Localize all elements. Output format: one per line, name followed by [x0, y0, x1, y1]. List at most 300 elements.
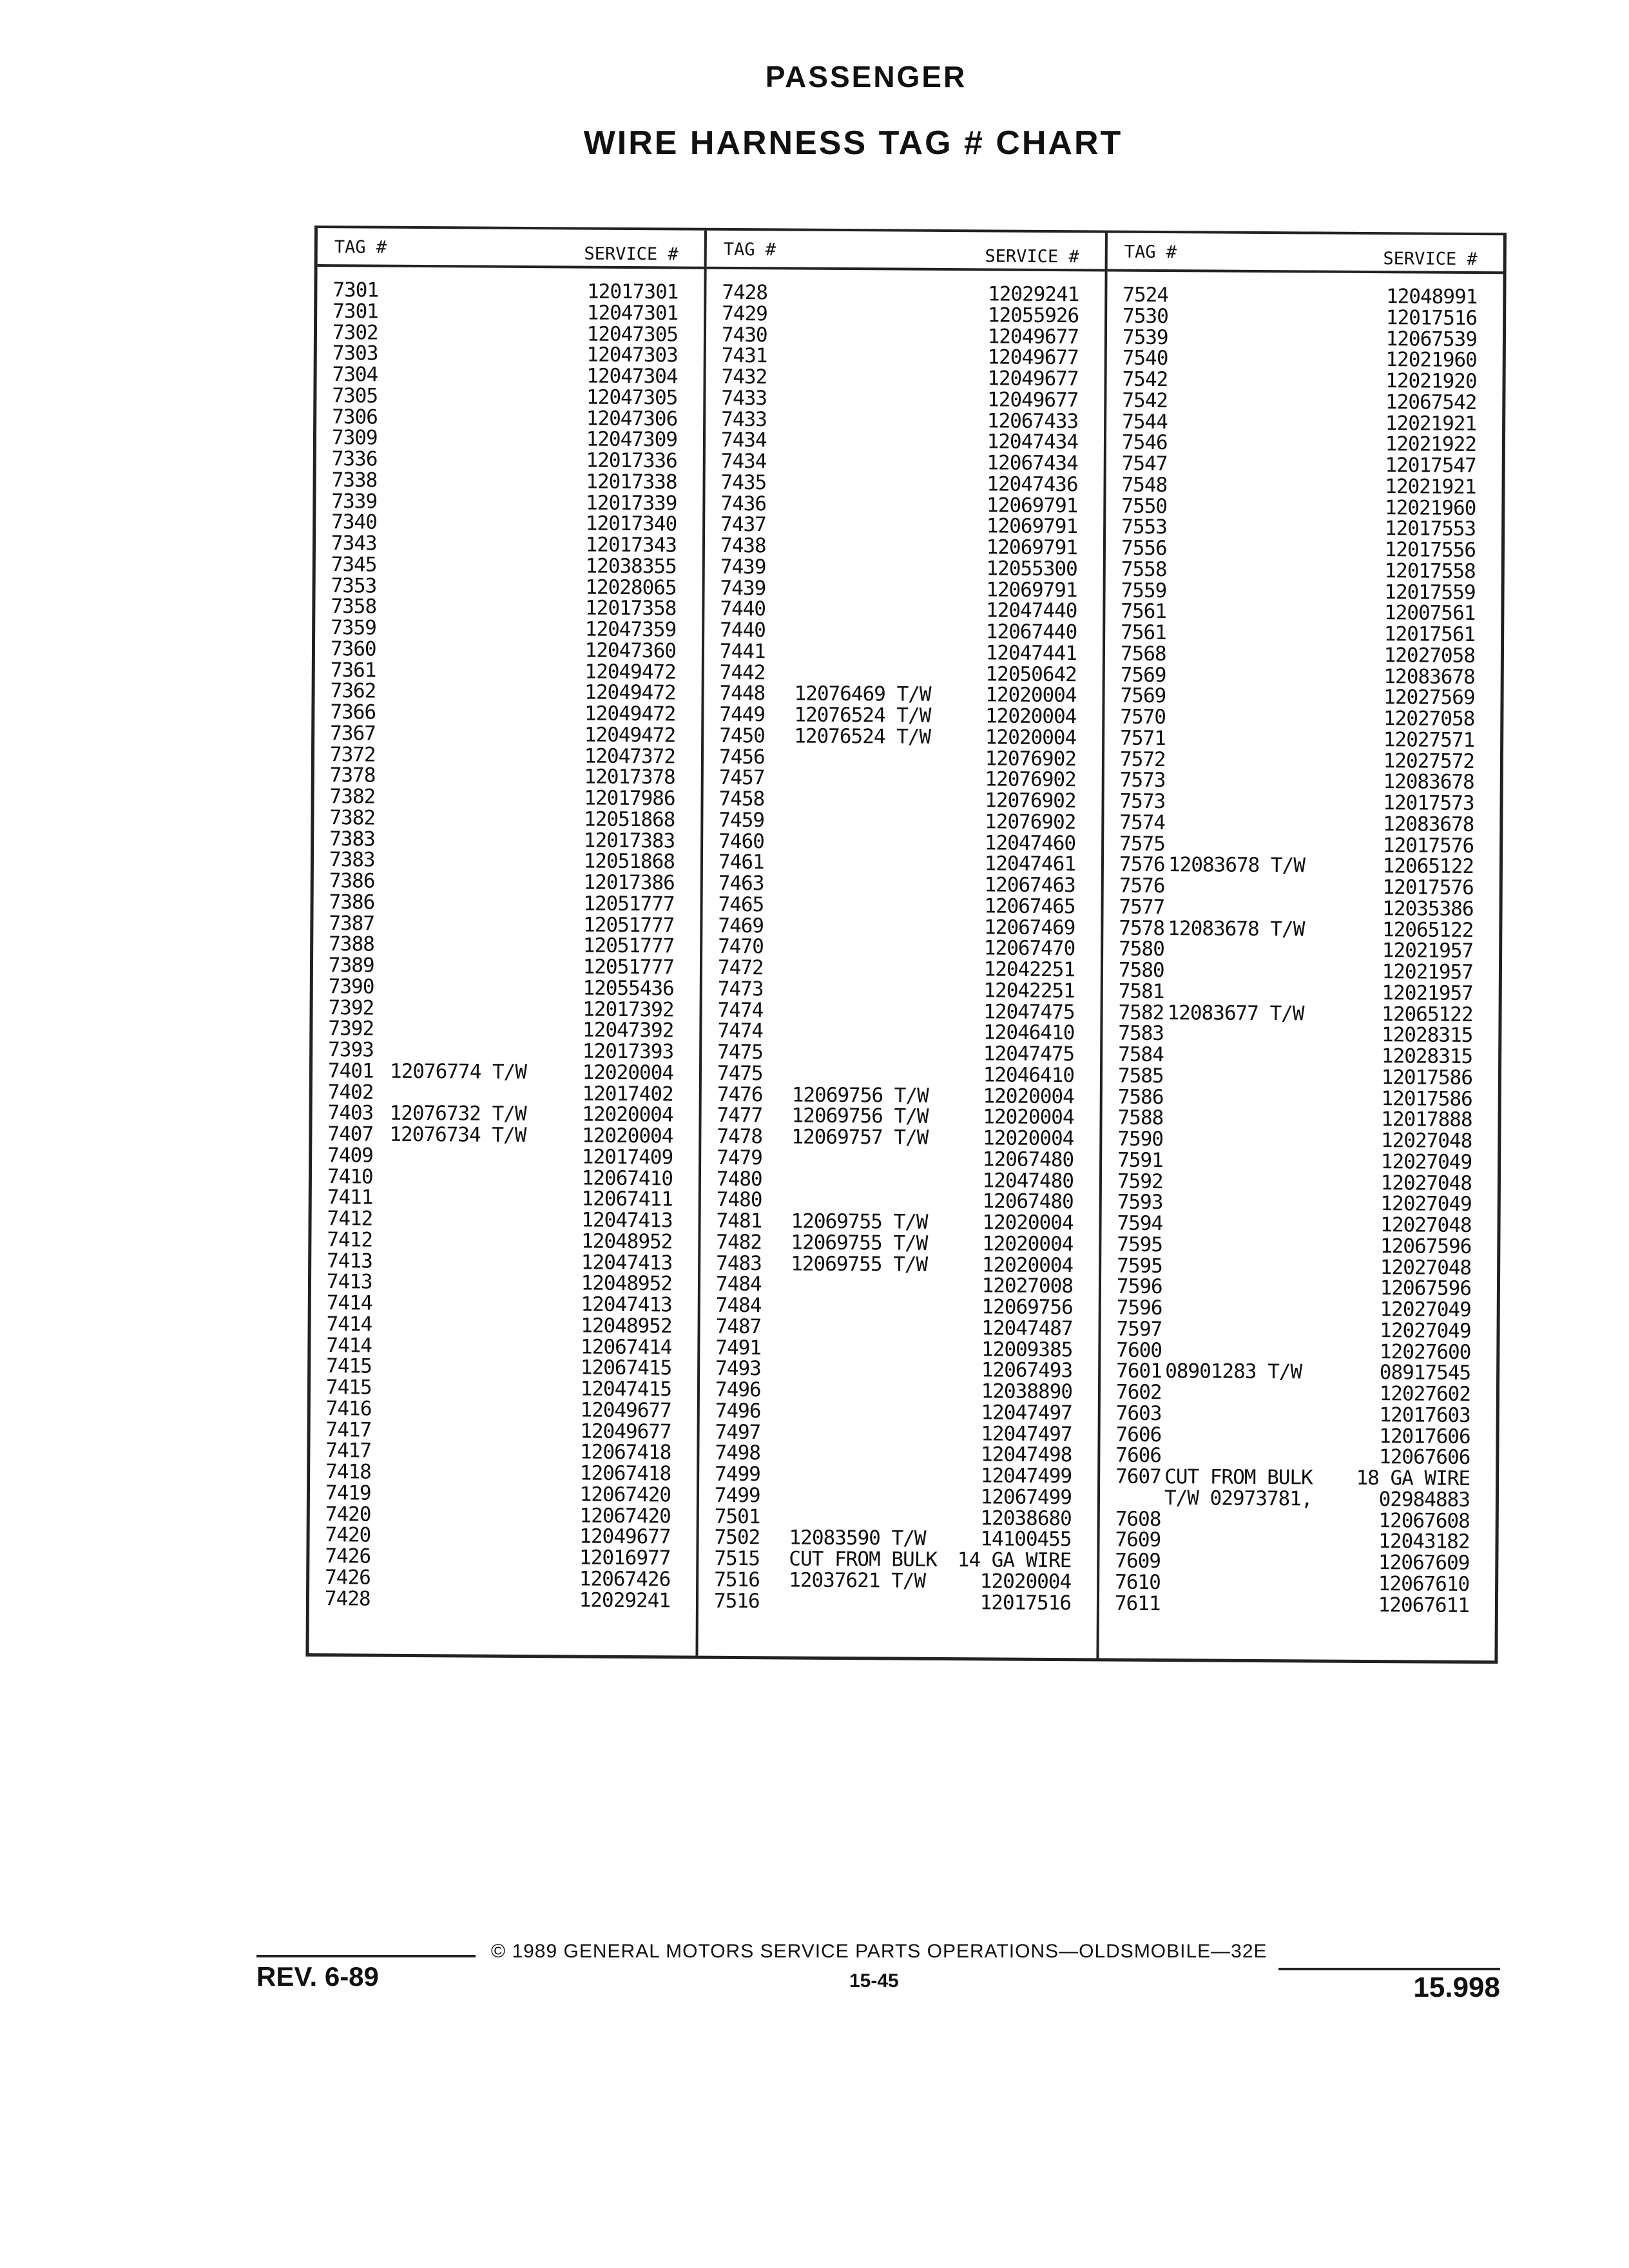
tag-cell: 7413	[326, 1270, 372, 1294]
tag-cell: 7402	[327, 1080, 374, 1104]
tag-cell: 7597	[1116, 1317, 1162, 1341]
service-cell: 12067414	[580, 1335, 672, 1359]
service-cell: 12047487	[981, 1316, 1073, 1340]
tag-cell: 7393	[328, 1038, 374, 1062]
tag-cell: 7420	[325, 1523, 371, 1547]
tag-cell: 7420	[325, 1502, 371, 1526]
tag-cell: 7434	[720, 449, 767, 474]
column-header	[1108, 233, 1503, 274]
tag-cell: 7413	[327, 1249, 372, 1273]
service-cell: 12067596	[1380, 1234, 1472, 1258]
tag-cell: 7459	[718, 808, 765, 832]
tag-cell: 7568	[1120, 642, 1166, 666]
tag-cell: 7372	[329, 742, 376, 767]
service-cell: 12017603	[1379, 1403, 1470, 1427]
tag-cell: 7390	[328, 974, 374, 999]
tag-cell: 7360	[330, 637, 376, 661]
tag-cell: 7476	[717, 1082, 763, 1106]
tag-chart-table	[305, 226, 1507, 1664]
tag-cell: 7542	[1122, 367, 1168, 392]
tag-cell: 7343	[331, 532, 377, 555]
tag-cell: 7600	[1116, 1338, 1162, 1362]
service-cell: 12047475	[983, 999, 1075, 1024]
tag-cell: 7475	[717, 1061, 763, 1086]
service-cell: 12021957	[1382, 981, 1473, 1005]
tag-cell: 7433	[721, 386, 767, 410]
service-cell: 12021957	[1382, 960, 1474, 985]
tag-cell: 7409	[327, 1143, 373, 1168]
tag-cell: 7458	[718, 787, 765, 811]
note-cell: 12076524 T/W	[794, 724, 931, 749]
tag-cell: 7440	[720, 597, 766, 621]
note-cell: T/W 02973781,	[1164, 1486, 1313, 1511]
service-cell: 12021957	[1382, 939, 1474, 963]
service-cell: 12069791	[986, 514, 1078, 539]
table-row	[699, 1590, 1097, 1614]
service-cell: 12042251	[983, 957, 1075, 982]
service-cell: 12047497	[981, 1401, 1072, 1425]
service-cell: 12047304	[586, 364, 678, 389]
tag-cell: 7480	[716, 1167, 762, 1191]
tag-cell: 7359	[331, 616, 376, 640]
tag-cell: 7441	[719, 639, 766, 664]
tag-cell: 7415	[325, 1376, 372, 1399]
service-cell: 12069791	[986, 535, 1078, 560]
tag-cell: 7501	[714, 1504, 760, 1528]
service-cell: 12021960	[1384, 495, 1476, 520]
service-cell: 12049677	[580, 1419, 671, 1443]
tag-cell: 7583	[1118, 1021, 1164, 1046]
tag-cell: 7340	[331, 510, 377, 534]
service-cell: 12017336	[586, 448, 677, 473]
service-cell: 12027049	[1380, 1298, 1471, 1321]
tag-cell: 7573	[1119, 789, 1166, 814]
tag-cell: 7498	[715, 1441, 761, 1465]
service-cell: 12067539	[1385, 327, 1478, 351]
tag-cell: 7388	[329, 932, 374, 956]
service-cell: 12047372	[584, 744, 676, 768]
tag-cell: 7302	[332, 320, 378, 345]
tag-cell: 7515	[714, 1546, 760, 1571]
tag-cell: 7593	[1117, 1190, 1163, 1215]
service-cell: 12020004	[985, 704, 1077, 729]
service-cell: 12027049	[1380, 1318, 1471, 1343]
service-cell: 12017358	[584, 596, 677, 620]
service-cell: 12047434	[987, 430, 1079, 454]
tag-cell: 7572	[1119, 747, 1166, 771]
tag-cell: 7584	[1118, 1043, 1164, 1067]
tag-cell: 7450	[719, 724, 765, 748]
note-cell: 12069755 T/W	[791, 1231, 928, 1255]
service-cell: 12069791	[986, 577, 1077, 602]
tag-cell: 7546	[1121, 430, 1168, 455]
service-cell: 12020004	[982, 1211, 1074, 1235]
header-tag: TAG #	[334, 237, 387, 258]
section-reference: 15.998	[1413, 1972, 1500, 2003]
tag-cell: 7339	[331, 489, 378, 514]
tag-cell: 7417	[325, 1418, 372, 1442]
service-cell: 12046410	[983, 1021, 1075, 1045]
tag-cell: 7461	[718, 850, 764, 874]
tag-cell: 7603	[1115, 1401, 1162, 1425]
service-cell: 12083678	[1383, 770, 1474, 794]
tag-cell: 7432	[721, 365, 767, 389]
tag-cell: 7386	[329, 890, 375, 914]
service-cell: 12020004	[983, 1084, 1074, 1108]
note-cell: 12083590 T/W	[789, 1526, 926, 1551]
service-cell: 12067499	[980, 1485, 1072, 1509]
tag-cell: 7496	[715, 1399, 761, 1423]
tag-cell: 7542	[1122, 389, 1168, 412]
tag-cell: 7478	[717, 1124, 763, 1149]
service-cell: 12017392	[583, 997, 674, 1021]
tag-cell: 7474	[717, 998, 764, 1022]
service-cell: 12027572	[1383, 749, 1475, 773]
table-column-2	[698, 231, 1108, 1658]
note-cell: 12083677 T/W	[1167, 1001, 1304, 1025]
service-cell: 12021960	[1385, 348, 1477, 372]
tag-cell: 7367	[330, 721, 376, 745]
service-cell: 12020004	[979, 1570, 1072, 1593]
service-cell: 12042251	[983, 979, 1075, 1003]
tag-cell: 7465	[718, 892, 764, 917]
tag-cell: 7457	[718, 766, 765, 790]
service-cell: 12020004	[985, 726, 1077, 749]
service-cell: 12028315	[1381, 1023, 1473, 1048]
tag-cell: 7592	[1117, 1169, 1163, 1193]
service-cell: 12067433	[987, 408, 1079, 433]
service-cell: 12049472	[584, 680, 676, 705]
footer-rule-right	[1278, 1968, 1500, 1970]
tag-cell: 7497	[715, 1420, 761, 1444]
column-header	[707, 231, 1105, 272]
tag-cell: 7580	[1118, 958, 1164, 983]
service-cell: 12009385	[981, 1337, 1073, 1361]
service-cell: 12055926	[987, 303, 1079, 327]
service-cell: 12049677	[987, 367, 1079, 391]
service-cell: 12020004	[582, 1061, 674, 1085]
service-cell: 14100455	[980, 1527, 1072, 1552]
service-cell: 12017559	[1384, 580, 1476, 604]
service-cell: 12007561	[1383, 601, 1476, 626]
service-cell: 12067470	[983, 936, 1075, 961]
service-cell: 12055436	[583, 976, 674, 1001]
service-cell: 12017516	[979, 1590, 1072, 1615]
tag-cell: 7480	[716, 1188, 762, 1212]
tag-cell: 7516	[713, 1589, 760, 1613]
service-cell: 12020004	[581, 1124, 673, 1148]
service-cell: 12047460	[984, 831, 1076, 855]
tag-cell: 7606	[1115, 1423, 1162, 1446]
service-cell: 12027058	[1383, 643, 1476, 668]
service-cell: 12047413	[581, 1208, 673, 1233]
note-cell: 12069755 T/W	[791, 1209, 928, 1234]
tag-cell: 7596	[1116, 1296, 1162, 1320]
page-title: PASSENGER	[765, 60, 967, 93]
tag-cell: 7595	[1117, 1233, 1163, 1256]
service-cell: 12067542	[1385, 390, 1477, 414]
note-cell: 12069755 T/W	[791, 1252, 928, 1276]
tag-cell: 7362	[330, 679, 376, 703]
tag-cell: 7574	[1119, 811, 1166, 834]
tag-cell: 7569	[1120, 684, 1166, 708]
service-cell: 08917545	[1379, 1361, 1471, 1385]
tag-cell: 7547	[1121, 452, 1168, 476]
tag-cell: 7353	[331, 573, 377, 598]
tag-cell: 7414	[326, 1291, 372, 1315]
note-cell: 12037621 T/W	[789, 1568, 926, 1593]
column-rows	[1099, 272, 1503, 1617]
tag-cell: 7345	[331, 552, 377, 577]
service-cell: 12017606	[1379, 1424, 1470, 1448]
tag-cell: 7575	[1119, 832, 1165, 856]
service-cell: 12027058	[1383, 707, 1475, 731]
service-cell: 12047305	[586, 385, 678, 410]
service-cell: 12020004	[982, 1126, 1074, 1151]
tag-cell: 7530	[1123, 304, 1168, 328]
service-cell: 12027602	[1379, 1382, 1471, 1406]
tag-cell: 7449	[719, 702, 766, 727]
note-cell: 12069757 T/W	[791, 1125, 929, 1149]
tag-cell: 7387	[329, 911, 375, 936]
service-cell: 12043182	[1378, 1530, 1470, 1554]
service-cell: 12050642	[985, 662, 1077, 686]
service-cell: 12067480	[982, 1189, 1074, 1214]
tag-cell: 7431	[721, 344, 767, 368]
column-rows	[309, 267, 704, 1611]
tag-cell: 7553	[1121, 515, 1167, 539]
service-cell: 12047499	[980, 1464, 1072, 1488]
service-cell: 12020004	[983, 1105, 1074, 1129]
tag-cell: 7306	[332, 405, 378, 429]
tag-cell: 7415	[326, 1354, 372, 1378]
service-cell: 12047415	[580, 1377, 672, 1401]
tag-cell: 7594	[1117, 1211, 1163, 1236]
copyright-text: © 1989 GENERAL MOTORS SERVICE PARTS OPERATIONS—OLDSMOBILE—32E	[491, 1941, 1268, 1962]
service-cell: 12055300	[986, 557, 1077, 581]
tag-cell: 7483	[716, 1251, 762, 1275]
tag-cell: 7426	[325, 1544, 371, 1568]
header-tag: TAG #	[723, 239, 776, 260]
tag-cell: 7475	[717, 1040, 763, 1064]
note-cell: 08901283 T/W	[1165, 1360, 1302, 1384]
tag-cell: 7608	[1115, 1507, 1161, 1531]
tag-cell: 7440	[720, 618, 766, 642]
service-cell: 12020004	[981, 1232, 1074, 1256]
tag-cell: 7493	[715, 1357, 761, 1381]
service-cell: 12067493	[981, 1358, 1073, 1383]
service-cell: 12076902	[985, 789, 1076, 813]
tag-cell: 7544	[1122, 410, 1168, 434]
tag-cell: 7559	[1121, 579, 1167, 602]
tag-cell: 7484	[715, 1293, 762, 1318]
tag-cell: 7524	[1123, 283, 1169, 307]
tag-cell: 7610	[1115, 1570, 1161, 1594]
service-cell: 12047461	[984, 852, 1076, 876]
tag-cell: 7581	[1118, 979, 1164, 1003]
tag-cell: 7481	[716, 1209, 762, 1233]
tag-cell: 7561	[1121, 599, 1167, 624]
service-cell: 12027571	[1383, 727, 1475, 752]
service-cell: 12067610	[1378, 1571, 1470, 1596]
tag-cell: 7361	[330, 658, 376, 682]
table-column-3	[1099, 233, 1503, 1661]
service-cell: 12017573	[1383, 791, 1474, 816]
column-rows	[699, 269, 1105, 1614]
service-cell: 12038680	[980, 1506, 1072, 1530]
service-cell: 12021920	[1385, 369, 1477, 394]
service-cell: 12047392	[582, 1018, 674, 1043]
service-cell: 12047475	[983, 1042, 1075, 1066]
service-cell: 12017393	[582, 1039, 674, 1064]
page-subtitle: WIRE HARNESS TAG # CHART	[583, 124, 1123, 162]
tag-cell: 7378	[329, 764, 376, 787]
service-cell: 12067420	[579, 1504, 671, 1528]
tag-cell: 7502	[714, 1526, 760, 1550]
tag-cell: 7414	[326, 1333, 372, 1358]
service-cell: 12017338	[586, 470, 677, 494]
service-cell: 12028315	[1381, 1044, 1473, 1069]
service-cell: 12038890	[981, 1379, 1073, 1404]
service-cell: 02984883	[1378, 1487, 1470, 1512]
tag-cell: 7338	[331, 468, 378, 492]
footer-rule-left	[256, 1955, 476, 1957]
service-cell: 14 GA WIRE	[957, 1548, 1072, 1573]
tag-cell: 7590	[1117, 1127, 1164, 1151]
service-cell: 12047306	[586, 407, 678, 430]
service-cell: 12027048	[1380, 1129, 1472, 1153]
tag-cell: 7434	[720, 428, 767, 452]
tag-cell: 7301	[333, 278, 379, 302]
service-cell: 12049677	[987, 345, 1079, 370]
service-cell: 12065122	[1382, 854, 1474, 879]
service-cell: 12048952	[581, 1229, 673, 1254]
service-cell: 12069791	[986, 493, 1078, 517]
service-cell: 12067609	[1378, 1551, 1470, 1575]
service-cell: 12047440	[985, 599, 1077, 623]
tag-cell: 7499	[714, 1483, 760, 1508]
service-cell: 12027008	[981, 1274, 1074, 1298]
service-cell: 12076902	[985, 767, 1076, 792]
tag-cell: 7556	[1121, 536, 1167, 561]
tag-cell: 7601	[1116, 1359, 1162, 1383]
tag-cell: 7460	[718, 829, 764, 853]
tag-cell: 7392	[328, 995, 374, 1020]
service-cell: 12017986	[584, 786, 675, 811]
service-cell: 12051868	[583, 807, 675, 832]
service-cell: 12027048	[1380, 1171, 1472, 1195]
service-cell: 12067434	[987, 451, 1078, 476]
service-cell: 12047497	[981, 1421, 1072, 1446]
service-cell: 12017343	[585, 533, 677, 557]
tag-cell: 7426	[325, 1565, 371, 1590]
tag-cell: 7470	[718, 935, 764, 959]
tag-cell: 7576	[1119, 852, 1165, 877]
tag-cell: 7386	[329, 869, 375, 893]
service-cell: 12017586	[1381, 1086, 1472, 1111]
tag-cell: 7539	[1122, 325, 1168, 349]
service-cell: 12017386	[583, 870, 675, 895]
tag-cell: 7558	[1121, 557, 1167, 581]
service-cell: 12067411	[581, 1187, 673, 1211]
tag-cell: 7429	[722, 302, 767, 326]
tag-cell: 7414	[326, 1312, 372, 1336]
tag-cell: 7477	[717, 1104, 763, 1128]
tag-cell: 7433	[721, 407, 767, 431]
tag-cell: 7479	[717, 1146, 762, 1170]
note-cell: 12076734 T/W	[389, 1122, 526, 1148]
tag-cell: 7469	[718, 914, 764, 937]
service-cell: 12083678	[1382, 812, 1474, 836]
header-service: SERVICE #	[985, 246, 1079, 267]
service-cell: 12051777	[583, 955, 675, 979]
service-cell: 12021922	[1385, 432, 1477, 457]
service-cell: 12076902	[984, 810, 1076, 834]
service-cell: 12047480	[982, 1168, 1074, 1193]
service-cell: 12049472	[584, 660, 676, 684]
tag-cell: 7550	[1121, 494, 1168, 518]
tag-cell: 7609	[1115, 1549, 1161, 1573]
tag-cell: 7609	[1115, 1528, 1161, 1552]
service-cell: 12017547	[1385, 454, 1476, 478]
table-column-1	[309, 228, 707, 1656]
tag-cell: 7577	[1119, 895, 1165, 919]
service-cell: 12047441	[985, 641, 1077, 665]
column-header	[318, 228, 704, 269]
service-cell: 12067418	[579, 1440, 671, 1465]
service-cell: 12067465	[984, 894, 1075, 918]
tag-cell: 7419	[325, 1481, 371, 1505]
service-cell: 12017383	[583, 829, 675, 852]
tag-cell: 7496	[715, 1378, 761, 1402]
tag-cell: 7596	[1116, 1274, 1162, 1299]
tag-cell: 7358	[331, 595, 377, 619]
service-cell: 12029241	[579, 1588, 671, 1612]
tag-cell: 7456	[718, 745, 765, 769]
tag-cell: 7580	[1119, 937, 1164, 961]
tag-cell: 7611	[1114, 1591, 1161, 1615]
tag-cell: 7591	[1117, 1148, 1163, 1172]
tag-cell: 7428	[722, 280, 768, 305]
service-cell: 12065122	[1382, 1002, 1473, 1026]
tag-cell: 7401	[327, 1059, 374, 1083]
service-cell: 12021921	[1385, 411, 1477, 436]
service-cell: 12038355	[585, 554, 677, 579]
service-cell: 12017556	[1384, 538, 1476, 562]
service-cell: 12047413	[581, 1293, 672, 1317]
tag-cell: 7473	[717, 977, 764, 1001]
service-cell: 12029241	[987, 282, 1079, 307]
tag-cell: 7570	[1120, 705, 1166, 729]
tag-cell: 7411	[327, 1186, 373, 1209]
service-cell: 12049677	[579, 1524, 671, 1549]
tag-cell: 7487	[715, 1314, 762, 1339]
tag-cell: 7484	[715, 1273, 762, 1296]
service-cell: 12067426	[579, 1567, 671, 1591]
tag-cell: 7418	[325, 1460, 371, 1484]
note-cell: 12083678 T/W	[1168, 916, 1305, 941]
tag-cell: 7595	[1117, 1254, 1162, 1278]
service-cell: 12017339	[585, 491, 677, 515]
service-cell: 12027048	[1380, 1213, 1472, 1237]
service-cell: 12049677	[987, 388, 1079, 412]
service-cell: 12069756	[981, 1295, 1073, 1320]
tag-cell: 7586	[1117, 1085, 1164, 1109]
service-cell: 12046410	[983, 1063, 1075, 1087]
service-cell: 12049472	[584, 702, 676, 726]
tag-cell: 7416	[325, 1396, 372, 1421]
service-cell: 12051777	[583, 934, 675, 958]
